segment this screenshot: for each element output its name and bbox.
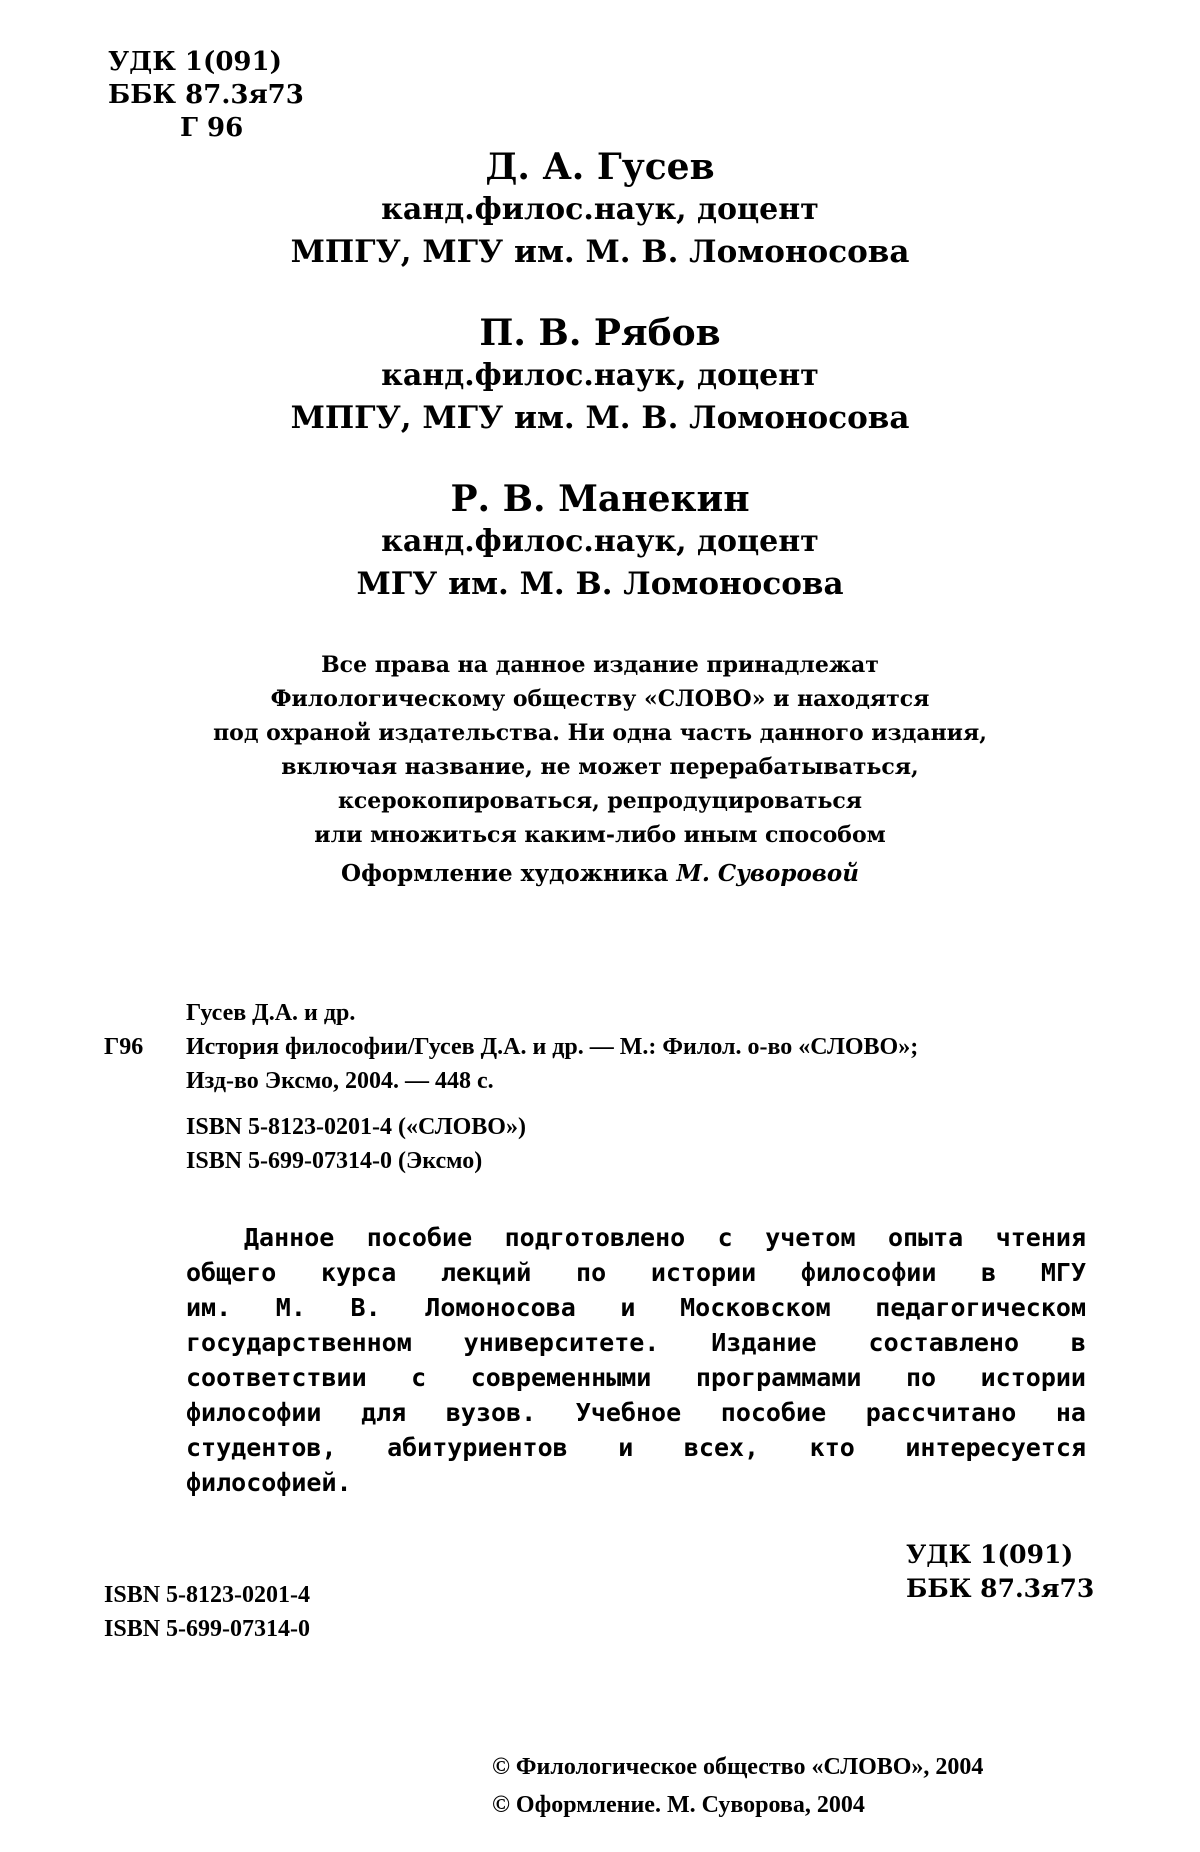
annotation-line: философии для вузов. Учебное пособие рассчитано на xyxy=(186,1398,1086,1427)
design-credit xyxy=(0,860,1200,887)
authors-block xyxy=(0,145,1200,605)
author-institution: МГУ им. М. В. Ломоносова xyxy=(356,566,844,602)
annotation-line: общего курса лекций по истории философии в МГУ xyxy=(186,1258,1086,1287)
bib-author-mark: Г96 xyxy=(104,1034,144,1060)
rights-line: или множиться каким-либо иным способом xyxy=(314,822,886,848)
annotation-line: государственном университете. Издание составлено в xyxy=(186,1328,1086,1357)
bib-publisher-line: Изд-во Эксмо, 2004. — 448 с. xyxy=(186,1068,494,1094)
rights-line: ксерокопироваться, репродуцироваться xyxy=(337,788,863,814)
author-entry xyxy=(0,145,1200,273)
annotation-line: им. М. В. Ломоносова и Московском педагогическом xyxy=(186,1293,1086,1322)
author-entry xyxy=(0,311,1200,439)
bib-isbn-eksmo: ISBN 5-699-07314-0 (Эксмо) xyxy=(186,1148,483,1174)
udk-code: УДК 1(091) xyxy=(906,1540,1074,1569)
rights-line: под охраной издательства. Ни одна часть данного издания, xyxy=(213,720,987,746)
author-name: Р. В. Манекин xyxy=(450,478,750,520)
author-degree: канд.филос.наук, доцент xyxy=(381,358,819,393)
author-entry xyxy=(0,477,1200,605)
copyright-line: © Филологическое общество «СЛОВО», 2004 xyxy=(492,1754,984,1780)
isbn-line: ISBN 5-8123-0201-4 xyxy=(104,1582,311,1608)
rights-line: включая название, не может перерабатываться, xyxy=(281,754,919,780)
author-name: П. В. Рябов xyxy=(479,312,721,354)
rights-notice xyxy=(0,648,1200,852)
author-institution: МПГУ, МГУ им. М. В. Ломоносова xyxy=(290,400,910,436)
bib-isbn-slovo: ISBN 5-8123-0201-4 («СЛОВО») xyxy=(186,1114,526,1140)
classification-bottom xyxy=(906,1538,1094,1606)
bbk-code: ББК 87.3я73 xyxy=(906,1574,1095,1603)
design-credit-artist: М. Суворовой xyxy=(676,860,859,887)
author-mark: Г 96 xyxy=(180,113,244,143)
rights-line: Филологическому обществу «СЛОВО» и находятся xyxy=(270,686,930,712)
annotation-line: студентов, абитуриентов и всех, кто интересуется xyxy=(186,1433,1086,1462)
classification-top xyxy=(108,46,304,145)
rights-line: Все права на данное издание принадлежат xyxy=(321,652,879,678)
bib-title-line: История философии/Гусев Д.А. и др. — М.: Филол. о-во «СЛОВО»; xyxy=(186,1034,919,1060)
annotation-line: соответствии с современными программами по истории xyxy=(186,1363,1086,1392)
annotation-line: Данное пособие подготовлено с учетом опыта чтения xyxy=(244,1223,1086,1252)
author-degree: канд.филос.наук, доцент xyxy=(381,524,819,559)
udk-code: УДК 1(091) xyxy=(108,47,282,77)
isbn-line: ISBN 5-699-07314-0 xyxy=(104,1616,311,1642)
bib-author: Гусев Д.А. и др. xyxy=(186,1000,356,1026)
copyright-line: © Оформление. М. Суворова, 2004 xyxy=(492,1792,865,1818)
annotation xyxy=(186,1220,1086,1500)
annotation-line: философией. xyxy=(186,1468,352,1497)
isbn-list xyxy=(104,1578,310,1646)
author-institution: МПГУ, МГУ им. М. В. Ломоносова xyxy=(290,234,910,270)
author-degree: канд.филос.наук, доцент xyxy=(381,192,819,227)
bbk-code: ББК 87.3я73 xyxy=(108,80,304,110)
author-name: Д. А. Гусев xyxy=(485,146,715,188)
design-credit-label: Оформление художника xyxy=(341,860,669,887)
copyright-block xyxy=(492,1748,983,1824)
